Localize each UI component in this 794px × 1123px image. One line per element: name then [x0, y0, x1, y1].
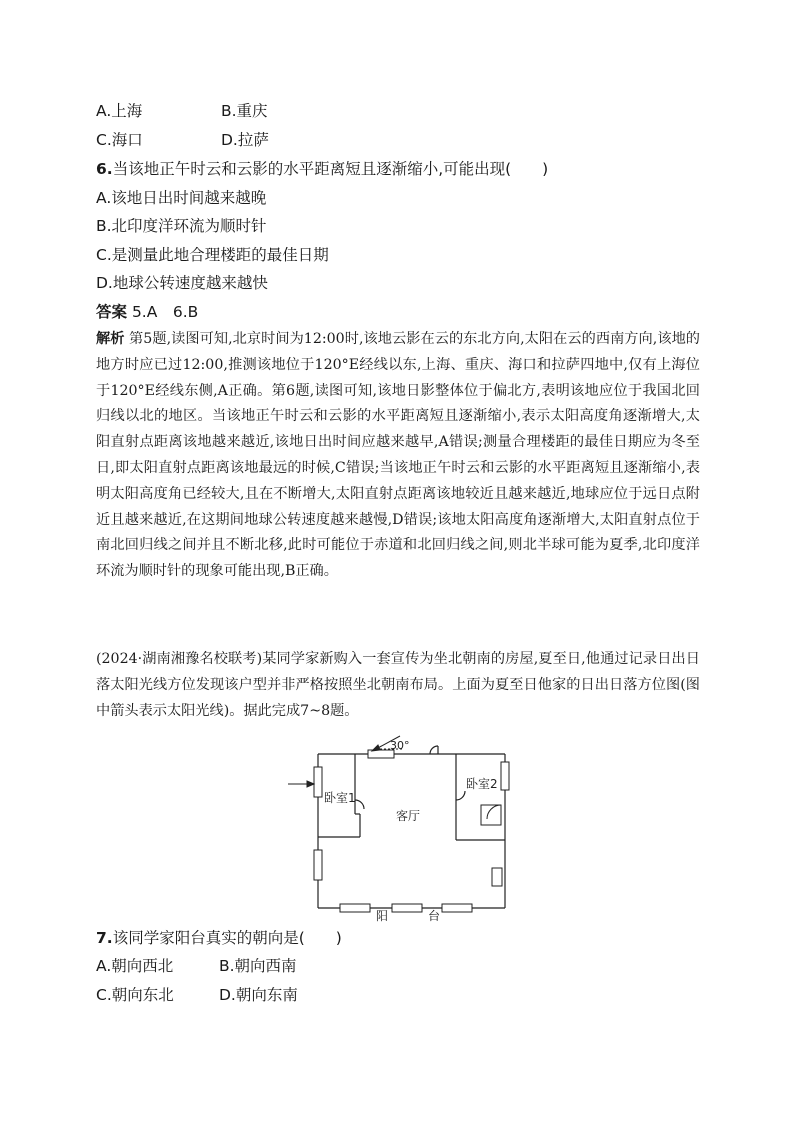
window-balcony-1	[340, 904, 370, 912]
q7-option-b: B.朝向西南	[219, 957, 297, 975]
q6-number: 6.	[96, 160, 113, 178]
analysis-paragraph	[96, 327, 700, 585]
bedroom2-label: 卧室2	[466, 777, 498, 791]
q7-option-a: A.朝向西北	[96, 957, 174, 975]
sunset-arrow-icon	[372, 745, 380, 751]
answer-line	[96, 302, 198, 322]
floor-plan-figure	[280, 732, 520, 922]
q7-option-d: D.朝向东南	[219, 986, 298, 1004]
q7-stem: 该同学家阳台真实的朝向是( )	[112, 929, 342, 947]
balcony-label-1: 阳	[376, 909, 389, 922]
intro-paragraph: (2024·湖南湘豫名校联考)某同学家新购入一套宣传为坐北朝南的房屋,夏至日,他通过记录日出日落太阳光线方位发现该户型并非严格按照坐北朝南布局。上面为夏至日他家的日出日落方位图(图中箭头表示太阳光线)。据此完成7~8题。	[96, 651, 700, 719]
angle-label: 30°	[390, 739, 410, 752]
answer-label: 答案	[96, 303, 128, 321]
balcony-label-2: 台	[428, 909, 441, 922]
q5-option-b: B.重庆	[221, 102, 268, 120]
q6-option-d: D.地球公转速度越来越快	[96, 274, 268, 292]
q6-option-c: C.是测量此地合理楼距的最佳日期	[96, 246, 329, 264]
q5-option-c: C.海口	[96, 131, 143, 149]
appliance	[492, 868, 502, 886]
q6-stem: 当该地正午时云和云影的水平距离短且逐渐缩小,可能出现( )	[112, 160, 549, 178]
bathroom-fixture	[481, 805, 501, 825]
bedroom1-label: 卧室1	[324, 791, 356, 805]
window-balcony-3	[442, 904, 472, 912]
living-room-label: 客厅	[396, 809, 421, 823]
q5-option-d: D.拉萨	[221, 131, 269, 149]
window-bedroom1	[314, 767, 322, 797]
analysis-text: 第5题,读图可知,北京时间为12:00时,该地云影在云的东北方向,太阳在云的西南方向,该地的地方时应已过12:00,推测该地位于120°E经线以东,上海、重庆、海口和拉萨四地中,仅有上海位于120°E经线东侧,A正确。第6题,读图可知,该地日影整体位于偏北方,表明该地应位于我国北回归线以北的地区。当该地正午时云和云影的水平距离短且逐渐缩小,表示太阳高度角逐渐增大,太阳直射点距离该地越来越近,该地日出时间应越来越早,A错误;测量合理楼距的最佳日期应为冬至日,即太阳直射点距离该地最远的时候,C错误;当该地正午时云和云影的水平距离短且逐渐缩小,表明太阳高度角已经较大,且在不断增大,太阳直射点距离该地较近且越来越近,地球应位于远日点附近且越来越近,在这期间地球公转速度越来越慢,D错误;该地太阳高度角逐渐增大,太阳直射点位于南北回归线之间并且不断北移,此时可能位于赤道和北回归线之间,则北半球可能为夏季,北印度洋环流为顺时针的现象可能出现,B正确。	[96, 331, 700, 580]
q7-question	[96, 928, 342, 948]
q5-option-a: A.上海	[96, 102, 143, 120]
answer-value: 5.A 6.B	[127, 303, 199, 321]
sunrise-arrow-icon	[307, 781, 314, 787]
analysis-label: 解析	[96, 331, 125, 347]
window-left	[314, 850, 322, 880]
q7-option-c: C.朝向东北	[96, 986, 174, 1004]
q6-option-a: A.该地日出时间越来越晚	[96, 189, 267, 207]
q7-number: 7.	[96, 929, 113, 947]
q6-option-b: B.北印度洋环流为顺时针	[96, 217, 267, 235]
q6-question	[96, 159, 548, 179]
window-bedroom2	[501, 762, 509, 790]
window-balcony-2	[392, 904, 422, 912]
